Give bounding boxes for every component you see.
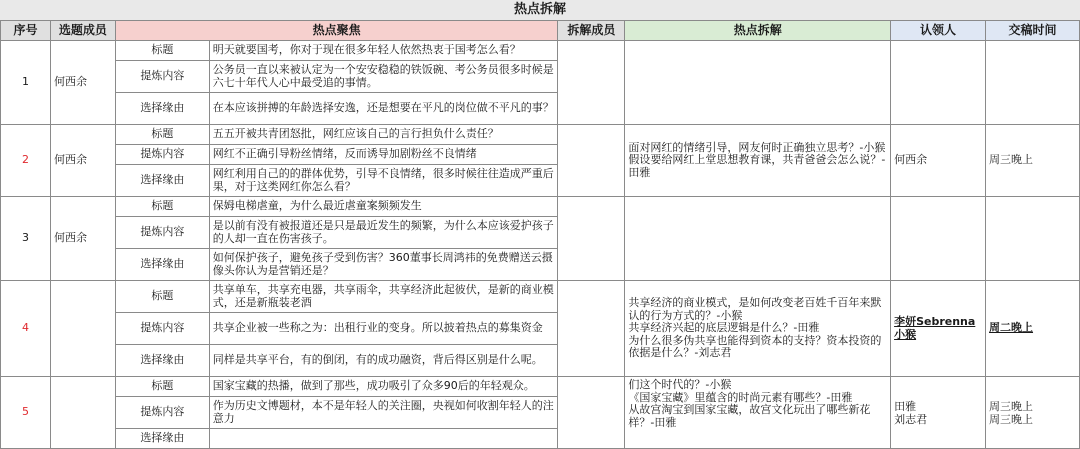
field-label-refined: 提炼内容 xyxy=(115,145,209,165)
title-cell[interactable]: 保姆电梯虐童，为什么最近虐童案频频发生 xyxy=(209,197,558,217)
reason-cell[interactable]: 如何保护孩子，避免孩子受到伤害？360董事长周鸿祎的免费赠送云摄像头你认为是营销还是？ xyxy=(209,249,558,281)
refined-cell[interactable]: 公务员一直以来被认定为一个安安稳稳的铁饭碗、考公务员很多时候是六七十年代人心中最受追的事情。 xyxy=(209,61,558,93)
field-label-title: 标题 xyxy=(115,377,209,397)
table-row xyxy=(1,377,1080,397)
title-cell[interactable]: 五五开被共青团怒批，网红应该自己的言行担负什么责任？ xyxy=(209,125,558,145)
split-cell[interactable]: 们这个时代的？-小猴 《国家宝藏》里蕴含的时尚元素有哪些？-田雅 从故宫淘宝到国家宝藏，故宫文化玩出了哪些新花样？-田雅 xyxy=(625,377,891,449)
field-label-title: 标题 xyxy=(115,281,209,313)
field-label-title: 标题 xyxy=(115,197,209,217)
header-split: 热点拆解 xyxy=(625,21,891,41)
split-cell[interactable] xyxy=(625,197,891,281)
field-label-reason: 选择缘由 xyxy=(115,429,209,449)
split-member-cell[interactable] xyxy=(558,125,625,197)
title-cell[interactable]: 共享单车，共享充电器，共享雨伞，共享经济此起彼伏，是新的商业模式，还是新瓶装老酒 xyxy=(209,281,558,313)
refined-cell[interactable]: 网红不正确引导粉丝情绪，反而诱导加剧粉丝不良情绪 xyxy=(209,145,558,165)
reason-cell[interactable]: 同样是共享平台，有的倒闭，有的成功融资，背后得区别是什么呢。 xyxy=(209,345,558,377)
table-row xyxy=(1,41,1080,61)
row-number[interactable]: 5 xyxy=(1,377,51,449)
claimer-cell[interactable] xyxy=(891,41,986,125)
header-member: 选题成员 xyxy=(50,21,115,41)
row-member[interactable]: 何西余 xyxy=(50,41,115,125)
refined-cell[interactable]: 共享企业被一些称之为：出租行业的变身。所以披着热点的募集资金 xyxy=(209,313,558,345)
reason-cell[interactable]: 在本应该拼搏的年龄选择安逸，还是想要在平凡的岗位做不平凡的事？ xyxy=(209,93,558,125)
deadline-cell[interactable]: 周三晚上 周三晚上 xyxy=(986,377,1080,449)
claimer-cell[interactable]: 田雅 刘志君 xyxy=(891,377,986,449)
table-row xyxy=(1,281,1080,313)
claimer-cell[interactable]: 李妍Sebrenna小猴 xyxy=(891,281,986,377)
table-row xyxy=(1,125,1080,145)
reason-cell[interactable]: 网红利用自己的的群体优势，引导不良情绪，很多时候往往造成严重后果，对于这类网红你怎么看？ xyxy=(209,165,558,197)
header-no: 序号 xyxy=(1,21,51,41)
row-member[interactable] xyxy=(50,377,115,449)
title-cell[interactable]: 国家宝藏的热播，做到了那些，成功吸引了众多90后的年轻观众。 xyxy=(209,377,558,397)
field-label-reason: 选择缘由 xyxy=(115,165,209,197)
split-cell[interactable]: 共享经济的商业模式，是如何改变老百姓千百年来默认的行为方式的？-小猴 共享经济兴起的底层逻辑是什么？-田雅 为什么很多伪共享也能得到资本的支持？资本投资的依据是什么？-刘志君 xyxy=(625,281,891,377)
sheet-title: 热点拆解 xyxy=(0,0,1080,21)
field-label-title: 标题 xyxy=(115,125,209,145)
field-label-refined: 提炼内容 xyxy=(115,61,209,93)
header-focus: 热点聚焦 xyxy=(115,21,558,41)
deadline-cell[interactable] xyxy=(986,197,1080,281)
claimer-cell[interactable] xyxy=(891,197,986,281)
row-number[interactable]: 1 xyxy=(1,41,51,125)
header-deadline: 交稿时间 xyxy=(986,21,1080,41)
header-claimer: 认领人 xyxy=(891,21,986,41)
row-number[interactable]: 2 xyxy=(1,125,51,197)
row-member[interactable]: 何西余 xyxy=(50,125,115,197)
split-member-cell[interactable] xyxy=(558,41,625,125)
field-label-reason: 选择缘由 xyxy=(115,249,209,281)
title-cell[interactable]: 明天就要国考，你对于现在很多年轻人依然热衷于国考怎么看？ xyxy=(209,41,558,61)
split-member-cell[interactable] xyxy=(558,377,625,449)
field-label-reason: 选择缘由 xyxy=(115,345,209,377)
deadline-cell[interactable] xyxy=(986,41,1080,125)
split-member-cell[interactable] xyxy=(558,281,625,377)
row-number[interactable]: 3 xyxy=(1,197,51,281)
split-cell[interactable]: 面对网红的情绪引导，网友何时正确独立思考？-小猴 假设要给网红上堂思想教育课，共青爸爸会怎么说？-田雅 xyxy=(625,125,891,197)
field-label-title: 标题 xyxy=(115,41,209,61)
header-split-member: 拆解成员 xyxy=(558,21,625,41)
deadline-cell[interactable]: 周二晚上 xyxy=(986,281,1080,377)
refined-cell[interactable]: 作为历史文博题材，本不是年轻人的关注圈，央视如何收割年轻人的注意力 xyxy=(209,397,558,429)
header-row xyxy=(1,21,1080,41)
hotspot-table xyxy=(0,20,1080,449)
field-label-refined: 提炼内容 xyxy=(115,397,209,429)
field-label-refined: 提炼内容 xyxy=(115,217,209,249)
table-row xyxy=(1,197,1080,217)
split-member-cell[interactable] xyxy=(558,197,625,281)
refined-cell[interactable]: 是以前有没有被报道还是只是最近发生的频繁，为什么本应该爱护孩子的人却一直在伤害孩子。 xyxy=(209,217,558,249)
claimer-cell[interactable]: 何西余 xyxy=(891,125,986,197)
row-number[interactable]: 4 xyxy=(1,281,51,377)
reason-cell[interactable] xyxy=(209,429,558,449)
field-label-refined: 提炼内容 xyxy=(115,313,209,345)
deadline-cell[interactable]: 周三晚上 xyxy=(986,125,1080,197)
row-member[interactable] xyxy=(50,281,115,377)
split-cell[interactable] xyxy=(625,41,891,125)
field-label-reason: 选择缘由 xyxy=(115,93,209,125)
row-member[interactable]: 何西余 xyxy=(50,197,115,281)
